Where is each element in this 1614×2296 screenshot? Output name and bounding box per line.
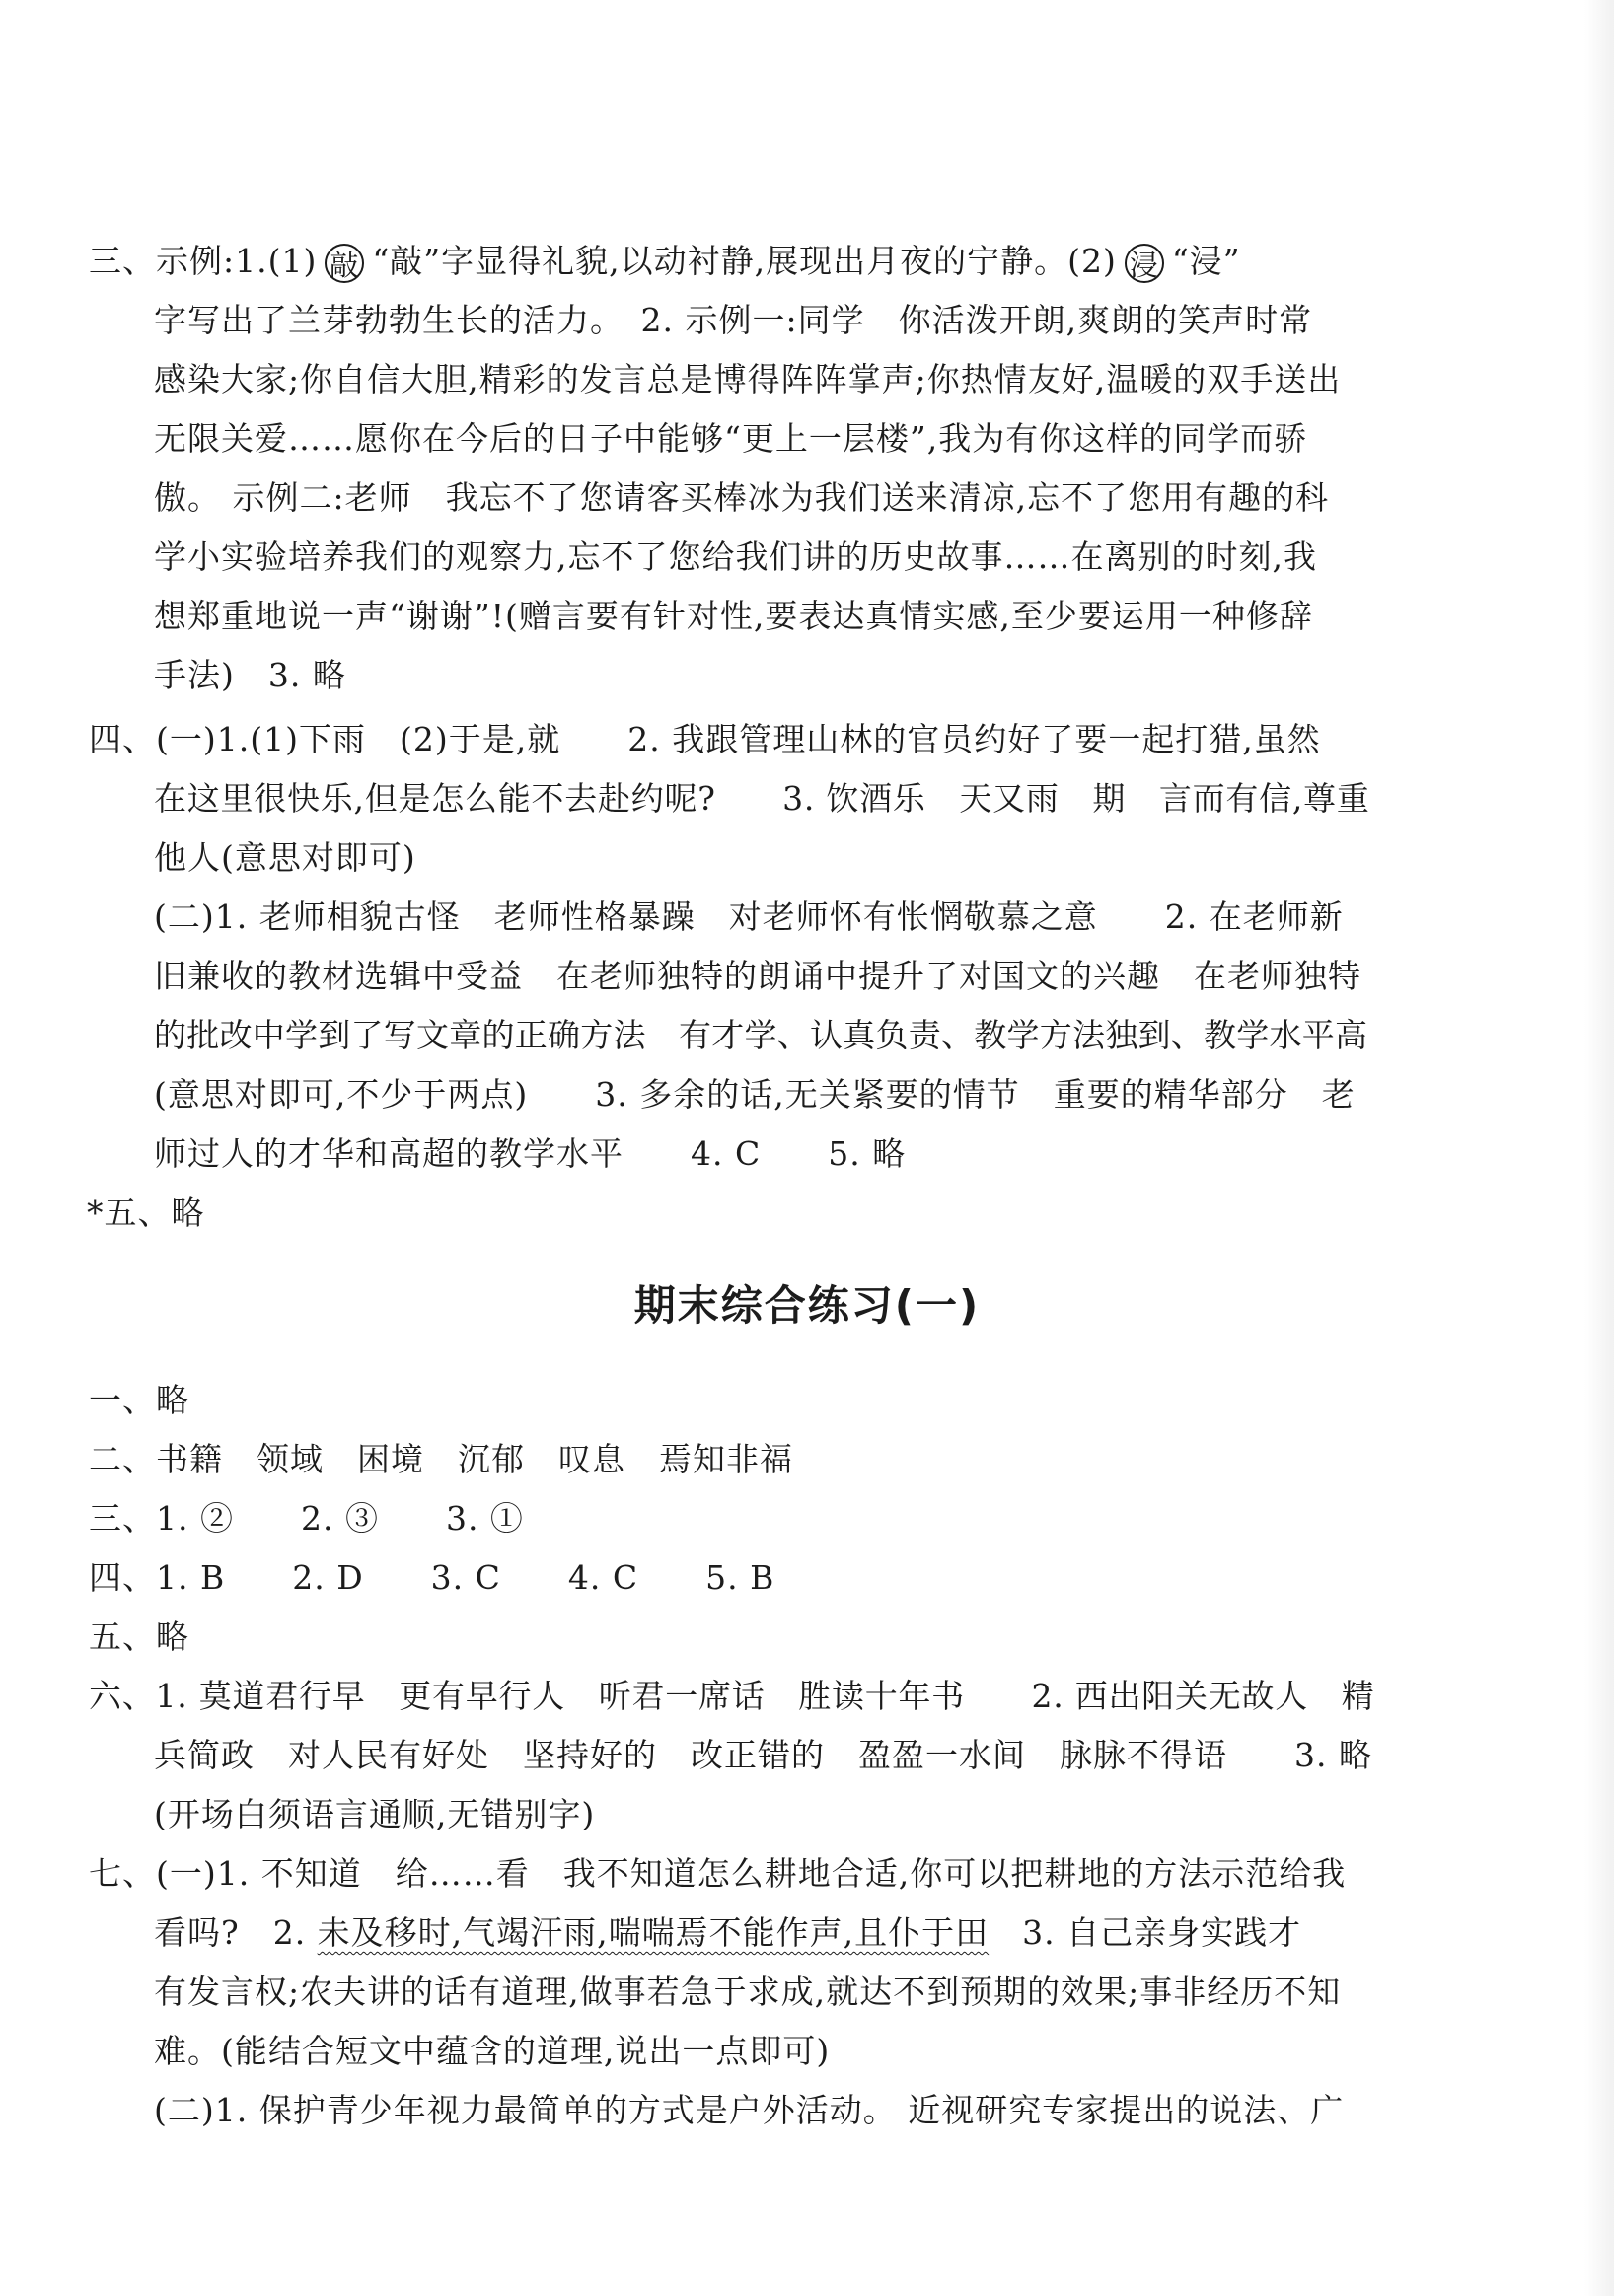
text-line: 师过人的才华和高超的教学水平 4. C 5. 略 (154, 1134, 907, 1173)
text-line: 有发言权;农夫讲的话有道理,做事若急于求成,就达不到预期的效果;事非经历不知 (154, 1973, 1342, 2011)
text-line: 兵简政 对人民有好处 坚持好的 改正错的 盈盈一水间 脉脉不得语 3. 略 (154, 1736, 1372, 1774)
circled-character: 敲 (325, 244, 364, 283)
text-line: 七、(一)1. 不知道 给……看 我不知道怎么耕地合适,你可以把耕地的方法示范给我 (89, 1854, 1347, 1893)
text-line: (二)1. 保护青少年视力最简单的方式是户外活动。 近视研究专家提出的说法、广 (154, 2091, 1345, 2129)
text-line: (意思对即可,不少于两点) 3. 多余的话,无关紧要的情节 重要的精华部分 老 (154, 1075, 1356, 1113)
text-line: 手法) 3. 略 (154, 656, 346, 694)
text-line: *五、略 (87, 1193, 205, 1232)
text-segment: “浸” (1171, 242, 1241, 280)
page-edge-shadow (1584, 0, 1614, 2296)
text-line: 难。(能结合短文中蕴含的道理,说出一点即可) (154, 2032, 831, 2070)
text-line: 六、1. 莫道君行早 更有早行人 听君一席话 胜读十年书 2. 西出阳关无故人 精 (89, 1677, 1375, 1715)
text-line: 无限关爱……愿你在今后的日子中能够“更上一层楼”,我为有你这样的同学而骄 (154, 419, 1308, 458)
wavy-underlined-text: 未及移时,气竭汗雨,喘喘焉不能作声,且仆于田 (317, 1913, 990, 1952)
text-line: (二)1. 老师相貌古怪 老师性格暴躁 对老师怀有怅惘敬慕之意 2. 在老师新 (154, 897, 1344, 936)
text-line: 字写出了兰芽勃勃生长的活力。 2. 示例一:同学 你活泼开朗,爽朗的笑声时常 (154, 301, 1313, 339)
text-line: 五、略 (89, 1617, 189, 1656)
text-line: 傲。 示例二:老师 我忘不了您请客买棒冰为我们送来清凉,忘不了您用有趣的科 (154, 478, 1330, 517)
text-line: 三、1. ② 2. ③ 3. ① (89, 1499, 524, 1538)
text-line: 他人(意思对即可) (154, 838, 416, 877)
text-line: 旧兼收的教材选辑中受益 在老师独特的朗诵中提升了对国文的兴趣 在老师独特 (154, 957, 1361, 995)
text-line: 在这里很快乐,但是怎么能不去赴约呢? 3. 饮酒乐 天又雨 期 言而有信,尊重 (154, 779, 1370, 818)
text-line: 想郑重地说一声“谢谢”!(赠言要有针对性,要表达真情实感,至少要运用一种修辞 (154, 597, 1313, 635)
text-line: 感染大家;你自信大胆,精彩的发言总是博得阵阵掌声;你热情友好,温暖的双手送出 (154, 360, 1342, 398)
text-segment: 看吗? 2. (154, 1913, 318, 1952)
text-segment: “敲”字显得礼貌,以动衬静,展现出月夜的宁静。(2) (372, 242, 1117, 280)
text-line: 的批改中学到了写文章的正确方法 有才学、认真负责、教学方法独到、教学水平高 (154, 1016, 1368, 1054)
text-segment: 三、示例:1.(1) (89, 242, 318, 280)
text-line: (开场白须语言通顺,无错别字) (154, 1795, 596, 1833)
section-title: 期末综合练习(一) (633, 1281, 981, 1329)
text-line: 二、书籍 领域 困境 沉郁 叹息 焉知非福 (89, 1440, 793, 1478)
circled-character: 浸 (1125, 244, 1164, 283)
text-line: 四、(一)1.(1)下雨 (2)于是,就 2. 我跟管理山林的官员约好了要一起打猎,虽然 (89, 720, 1321, 758)
text-line (89, 240, 1241, 283)
text-line: 一、略 (89, 1381, 189, 1419)
text-segment: 3. 自己亲身实践才 (989, 1913, 1302, 1952)
text-line (154, 1911, 1301, 1955)
text-line: 四、1. B 2. D 3. C 4. C 5. B (89, 1558, 775, 1597)
text-line: 学小实验培养我们的观察力,忘不了您给我们讲的历史故事……在离别的时刻,我 (154, 538, 1317, 576)
